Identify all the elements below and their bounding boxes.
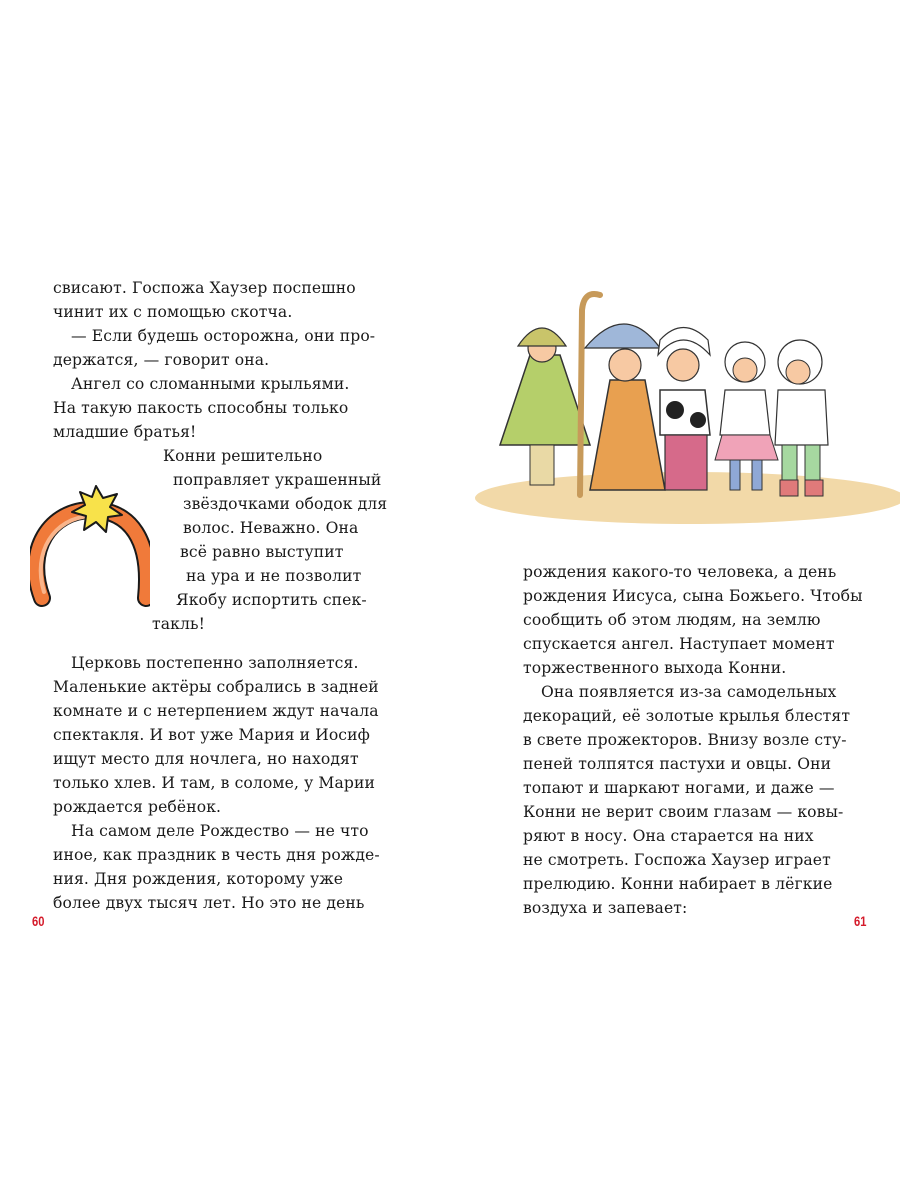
text-line: декораций, её золотые крылья блестят [523, 707, 851, 725]
text-line: только хлев. И там, в соломе, у Марии [53, 774, 375, 792]
text-line: ищут место для ночлега, но находят [53, 750, 359, 768]
text-line: Конни не верит своим глазам — ковы- [523, 803, 844, 821]
text-line: более двух тысяч лет. Но это не день [53, 894, 365, 912]
text-line: младшие братья! [53, 423, 197, 441]
text-line: Конни решительно [163, 447, 323, 465]
page-number: 60 [32, 913, 45, 929]
text-line: На такую пакость способны только [53, 399, 349, 417]
text-line: звёздочками ободок для [183, 495, 388, 513]
text-line: рождается ребёнок. [53, 798, 222, 816]
text-line: сообщить об этом людям, на землю [523, 611, 821, 629]
text-line: прелюдию. Конни набирает в лёгкие [523, 875, 833, 893]
text-line: ряют в носу. Она старается на них [523, 827, 814, 845]
text-line: свисают. Госпожа Хаузер поспешно [53, 279, 356, 297]
text-line: в свете прожекторов. Внизу возле сту- [523, 731, 847, 749]
text-line: всё равно выступит [180, 543, 344, 561]
star-headband-illustration [30, 480, 150, 610]
text-line: иное, как праздник в честь дня рожде- [53, 846, 380, 864]
text-line: торжественного выхода Конни. [523, 659, 787, 677]
text-line: рождения Иисуса, сына Божьего. Чтобы [523, 587, 863, 605]
right-page [450, 0, 900, 1200]
text-line: на ура и не позволит [186, 567, 362, 585]
text-line: держатся, — говорит она. [53, 351, 270, 369]
text-line: воздуха и запевает: [523, 899, 688, 917]
text-line: поправляет украшенный [173, 471, 382, 489]
text-line: чинит их с помощью скотча. [53, 303, 293, 321]
text-line: не смотреть. Госпожа Хаузер играет [523, 851, 831, 869]
text-line: Она появляется из-за самодельных [541, 683, 837, 701]
page-number: 61 [854, 913, 867, 929]
text-line: комнате и с нетерпением ждут начала [53, 702, 379, 720]
text-line: рождения какого-то человека, а день [523, 563, 837, 581]
text-line: Церковь постепенно заполняется. [71, 654, 359, 672]
text-line: ния. Дня рождения, которому уже [53, 870, 344, 888]
text-line: Якобу испортить спек- [176, 591, 367, 609]
text-line: На самом деле Рождество — не что [71, 822, 369, 840]
text-line: Ангел со сломанными крыльями. [71, 375, 350, 393]
text-line: пеней толпятся пастухи и овцы. Они [523, 755, 832, 773]
text-line: Маленькие актёры собрались в задней [53, 678, 379, 696]
text-line: спектакля. И вот уже Мария и Иосиф [53, 726, 370, 744]
text-line: такль! [152, 615, 205, 633]
text-line: — Если будешь осторожна, они про- [71, 327, 376, 345]
children-costumes-illustration [460, 270, 900, 530]
text-line: топают и шаркают ногами, и даже — [523, 779, 835, 797]
text-line: спускается ангел. Наступает момент [523, 635, 835, 653]
text-line: волос. Неважно. Она [183, 519, 359, 537]
